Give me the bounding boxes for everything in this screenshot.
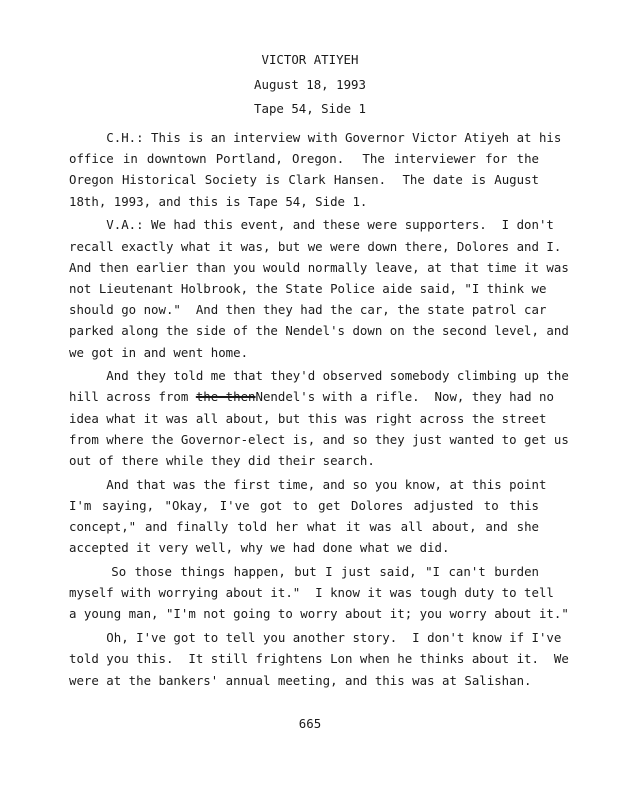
paragraph-3	[69, 365, 569, 471]
paragraph-4	[69, 474, 547, 559]
text-line: we got in and went home.	[69, 344, 249, 360]
text-line: And that was the first time, and so you know, at this point	[69, 476, 547, 492]
text-line: 18th, 1993, and this is Tape 54, Side 1.	[69, 193, 368, 209]
text-line: C.H.: This is an interview with Governor Victor Atiyeh at his	[69, 130, 562, 145]
text-line: told you this. It still frightens Lon when he thinks about it. We	[69, 651, 569, 667]
paragraph-2	[69, 214, 569, 362]
text-line: should go now." And then they had the car, the state patrol car	[69, 302, 547, 318]
text-line: So those things happen, but I just said, "I can't burden	[69, 564, 539, 580]
text-line: concept," and finally told her what it was all about, and she	[69, 519, 539, 535]
paragraph-5	[69, 561, 569, 625]
text-line: office in downtown Portland, Oregon. The interviewer for the	[69, 151, 539, 167]
text-line: a young man, "I'm not going to worry about it; you worry about it."	[69, 606, 569, 622]
text-line: myself with worrying about it." I know it was tough duty to tell	[69, 585, 554, 601]
transcript-body	[69, 119, 569, 691]
page-number: 665	[298, 716, 322, 731]
text-line: from where the Governor-elect is, and so they just wanted to get us	[69, 431, 569, 447]
text-line: V.A.: We had this event, and these were supporters. I don't	[69, 217, 554, 233]
interview-date: August 18, 1993	[254, 77, 366, 92]
text-line: accepted it very well, why we had done what we did.	[69, 540, 450, 556]
tape-label: Tape 54, Side 1	[254, 101, 366, 116]
paragraph-6	[69, 627, 569, 691]
text-line: were at the bankers' annual meeting, and this was at Salishan.	[69, 672, 532, 688]
text-line: And then earlier than you would normally leave, at that time it was	[69, 259, 569, 275]
line-prefix: hill across from	[69, 389, 196, 405]
text-line: Oregon Historical Society is Clark Hansen. The date is August	[69, 172, 539, 188]
document-title: VICTOR ATIYEH	[261, 52, 359, 67]
text-line: out of there while they did their search.	[69, 453, 375, 469]
struck-text: the then	[195, 389, 256, 405]
text-line: recall exactly what it was, but we were down there, Dolores and I.	[69, 238, 562, 254]
text-line: Oh, I've got to tell you another story. I don't know if I've	[69, 630, 562, 646]
text-line: And they told me that they'd observed somebody climbing up the	[69, 368, 569, 384]
text-line-with-strikeout	[69, 386, 554, 407]
text-line: idea what it was all about, but this was right across the street	[69, 410, 547, 426]
text-line: not Lieutenant Holbrook, the State Police aide said, "I think we	[69, 280, 547, 296]
text-line: I'm saying, "Okay, I've got to get Dolores adjusted to this	[69, 497, 539, 513]
line-suffix: Nendel's with a rifle. Now, they had no	[255, 389, 554, 405]
paragraph-1	[69, 127, 562, 212]
text-line: parked along the side of the Nendel's down on the second level, and	[69, 323, 569, 339]
